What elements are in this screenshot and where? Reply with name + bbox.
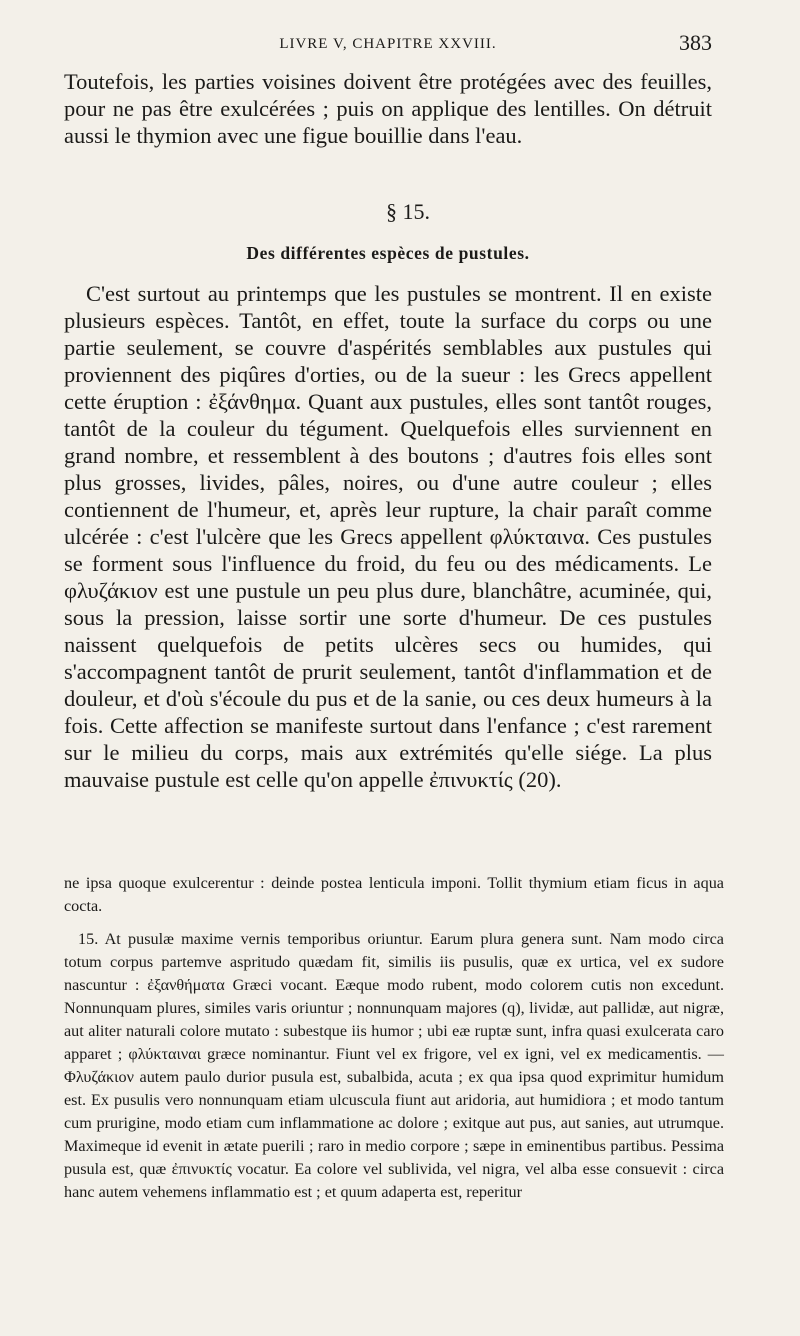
- section-title: Des différentes espèces de pustules.: [246, 243, 530, 263]
- page-header: [64, 30, 712, 60]
- running-head: LIVRE V, CHAPITRE XXVIII.: [279, 36, 497, 52]
- page-number: 383: [679, 30, 712, 55]
- body-paragraph: C'est surtout au printemps que les pustules se montrent. Il en existe plusieurs espèces. Tantôt, en effet, toute la surface du corps ou une partie seulement, se couvre d'aspérités semblables aux pustules qui proviennent des piqûres d'orties, ou de la sueur : les Grecs appellent cette éruption : ἐξάνθημα. Quant aux pustules, elles sont tantôt rouges, tantôt de la couleur du tégument. Quelquefois elles surviennent en grand nombre, et ressemblent à des boutons ; d'autres fois elles sont plus grosses, livides, pâles, noires, ou d'une autre couleur ; elles contiennent de l'humeur, et, après leur rupture, la chair paraît comme ulcérée : c'est l'ulcère que les Grecs appellent φλύκταινα. Ces pustules se forment sous l'influence du froid, du feu ou des médicaments. Le φλυζάκιον est une pustule un peu plus dure, blanchâtre, acuminée, qui, sous la pression, laisse sortir une sorte d'humeur. De ces pustules naissent quelquefois de petits ulcères secs ou humides, qui s'accompagnent tantôt de prurit seulement, tantôt d'inflammation et de douleur, et d'où s'écoule du pus et de la sanie, ou ces deux humeurs à la fois. Cette affection se manifeste surtout dans l'enfance ; c'est rarement sur le milieu du corps, mais aux extrémités qu'elle siége. La plus mauvaise pustule est celle qu'on appelle ἐπινυκτίς (20).: [64, 281, 712, 792]
- latin-note-paragraph: 15. At pusulæ maxime vernis temporibus oriuntur. Earum plura genera sunt. Nam modo circa totum corpus partemve aspritudo quædam fit, similis iis pusulis, quæ ex urtica, vel ex sudore nascuntur : ἐξανθήματα Græci vocant. Eæque modo rubent, modo colorem cutis non excedunt. Nonnunquam plures, similes varis oriuntur ; nonnunquam majores (q), lividæ, aut pallidæ, aut nigræ, aut aliter naturali colore mutato : subestque iis humor ; ubi eæ ruptæ sunt, infra quasi exulcerata caro apparet ; φλύκταιναι græce nominantur. Fiunt vel ex frigore, vel ex igni, vel ex medicamentis. — Φλυζάκιον autem paulo durior pusula est, subalbida, acuta ; ex qua ipsa quod exprimitur humidum est. Ex pusulis vero nonnunquam etiam ulcuscula fiunt aut aridoria, aut humidiora ; et modo tantum cum prurigine, modo etiam cum inflammatione ac dolore ; exitque aut pus, aut sanies, aut utrumque. Maximeque id evenit in ætate puerili ; raro in medio corpore ; sæpe in eminentibus partibus. Pessima pusula est, quæ ἐπινυκτίς vocatur. Ea colore vel sublivida, vel nigra, vel alba esse consuevit : circa hanc autem vehemens inflammatio est ; et quum adaperta est, reperitur: [64, 930, 724, 1201]
- latin-note-paragraph: ne ipsa quoque exulcerentur : deinde postea lenticula imponi. Tollit thymium etiam ficus in aqua cocta.: [64, 874, 724, 915]
- intro-paragraph: Toutefois, les parties voisines doivent être protégées avec des feuilles, pour ne pas être exulcérées ; puis on applique des lentilles. On détruit aussi le thymion avec une figue bouillie dans l'eau.: [64, 69, 712, 148]
- section-number: § 15.: [386, 199, 430, 224]
- intro-paragraph-block: [64, 68, 712, 149]
- main-text-block: [64, 280, 712, 793]
- latin-note-section-15: [64, 928, 724, 1204]
- latin-note-continuation: [64, 872, 724, 918]
